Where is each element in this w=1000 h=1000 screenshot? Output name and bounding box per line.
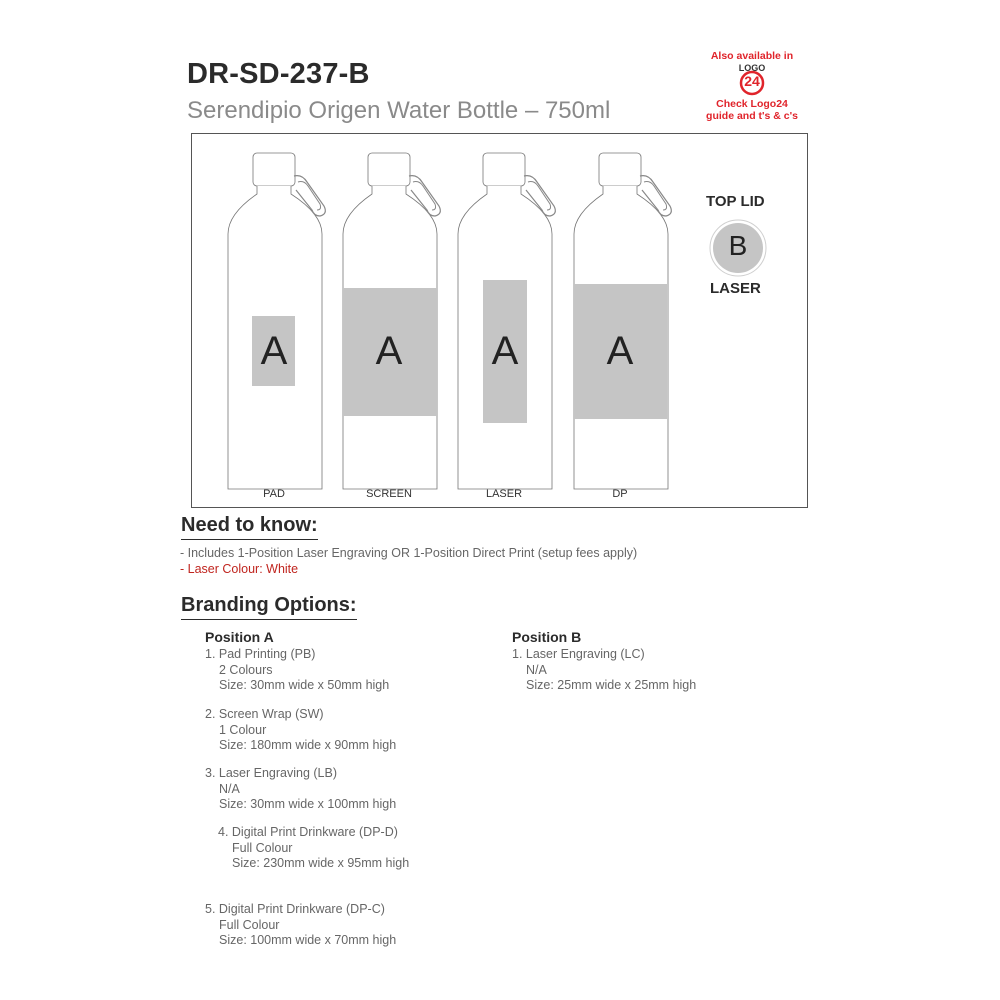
option-colours: Full Colour bbox=[232, 840, 293, 855]
option-colours: 2 Colours bbox=[219, 662, 273, 677]
option-name: 4. Digital Print Drinkware (DP-D) bbox=[218, 825, 398, 839]
need-to-know-item-laser-colour: - Laser Colour: White bbox=[180, 562, 299, 576]
logo24-number: 24 bbox=[744, 73, 760, 89]
bottle-laser bbox=[458, 153, 555, 489]
position-a-mark-pad: A bbox=[260, 329, 288, 373]
branding-option bbox=[205, 707, 396, 754]
option-colours: Full Colour bbox=[219, 917, 280, 932]
option-size: Size: 230mm wide x 95mm high bbox=[232, 856, 410, 870]
product-name: Serendipio Origen Water Bottle – 750ml bbox=[187, 97, 611, 124]
badge-line-check: Check Logo24 bbox=[716, 98, 788, 110]
bottle-illustrations bbox=[192, 134, 809, 509]
bottle-label-screen: SCREEN bbox=[366, 488, 412, 500]
bottle-label-laser: LASER bbox=[485, 488, 523, 500]
need-to-know-heading: Need to know: bbox=[181, 514, 318, 540]
branding-option bbox=[218, 825, 409, 872]
bottle-diagram bbox=[191, 133, 808, 508]
option-colours: 1 Colour bbox=[219, 722, 267, 737]
option-size: Size: 30mm wide x 50mm high bbox=[219, 678, 390, 692]
position-a-mark-dp: A bbox=[606, 329, 634, 373]
branding-option bbox=[205, 766, 396, 813]
option-name: 1. Laser Engraving (LC) bbox=[512, 647, 645, 661]
product-code: DR-SD-237-B bbox=[187, 58, 370, 90]
position-b-title: Position B bbox=[512, 629, 582, 645]
branding-option bbox=[512, 647, 696, 694]
branding-option bbox=[205, 647, 389, 694]
position-b-mark: B bbox=[728, 230, 748, 261]
position-a-mark-laser: A bbox=[491, 329, 519, 373]
bottle-dp bbox=[574, 153, 671, 489]
branding-option bbox=[205, 902, 396, 949]
option-size: Size: 30mm wide x 100mm high bbox=[219, 797, 397, 811]
option-size: Size: 25mm wide x 25mm high bbox=[526, 678, 697, 692]
bottle-label-dp: DP bbox=[612, 488, 628, 500]
top-lid-method: LASER bbox=[710, 280, 761, 297]
option-size: Size: 180mm wide x 90mm high bbox=[219, 738, 397, 752]
option-name: 1. Pad Printing (PB) bbox=[205, 647, 316, 661]
option-size: Size: 100mm wide x 70mm high bbox=[219, 933, 397, 947]
logo24-word: LOGO bbox=[738, 63, 766, 73]
option-name: 3. Laser Engraving (LB) bbox=[205, 766, 338, 780]
bottle-screen bbox=[343, 153, 440, 489]
bottle-pad bbox=[228, 153, 325, 489]
logo24-badge bbox=[692, 50, 812, 130]
option-name: 2. Screen Wrap (SW) bbox=[205, 707, 324, 721]
badge-line-available: Also available in bbox=[710, 50, 794, 62]
branding-options-heading: Branding Options: bbox=[181, 594, 357, 620]
logo24-icon bbox=[735, 63, 769, 97]
option-name: 5. Digital Print Drinkware (DP-C) bbox=[205, 902, 385, 916]
bottle-label-pad: PAD bbox=[263, 488, 285, 500]
need-to-know-item: - Includes 1-Position Laser Engraving OR 1-Position Direct Print (setup fees apply) bbox=[180, 546, 638, 560]
option-colours: N/A bbox=[526, 662, 547, 677]
position-a-title: Position A bbox=[205, 629, 274, 645]
option-colours: N/A bbox=[219, 781, 240, 796]
position-a-mark-screen: A bbox=[375, 329, 403, 373]
top-lid-title: TOP LID bbox=[706, 193, 765, 210]
badge-line-guide: guide and t's & c's bbox=[706, 110, 798, 122]
